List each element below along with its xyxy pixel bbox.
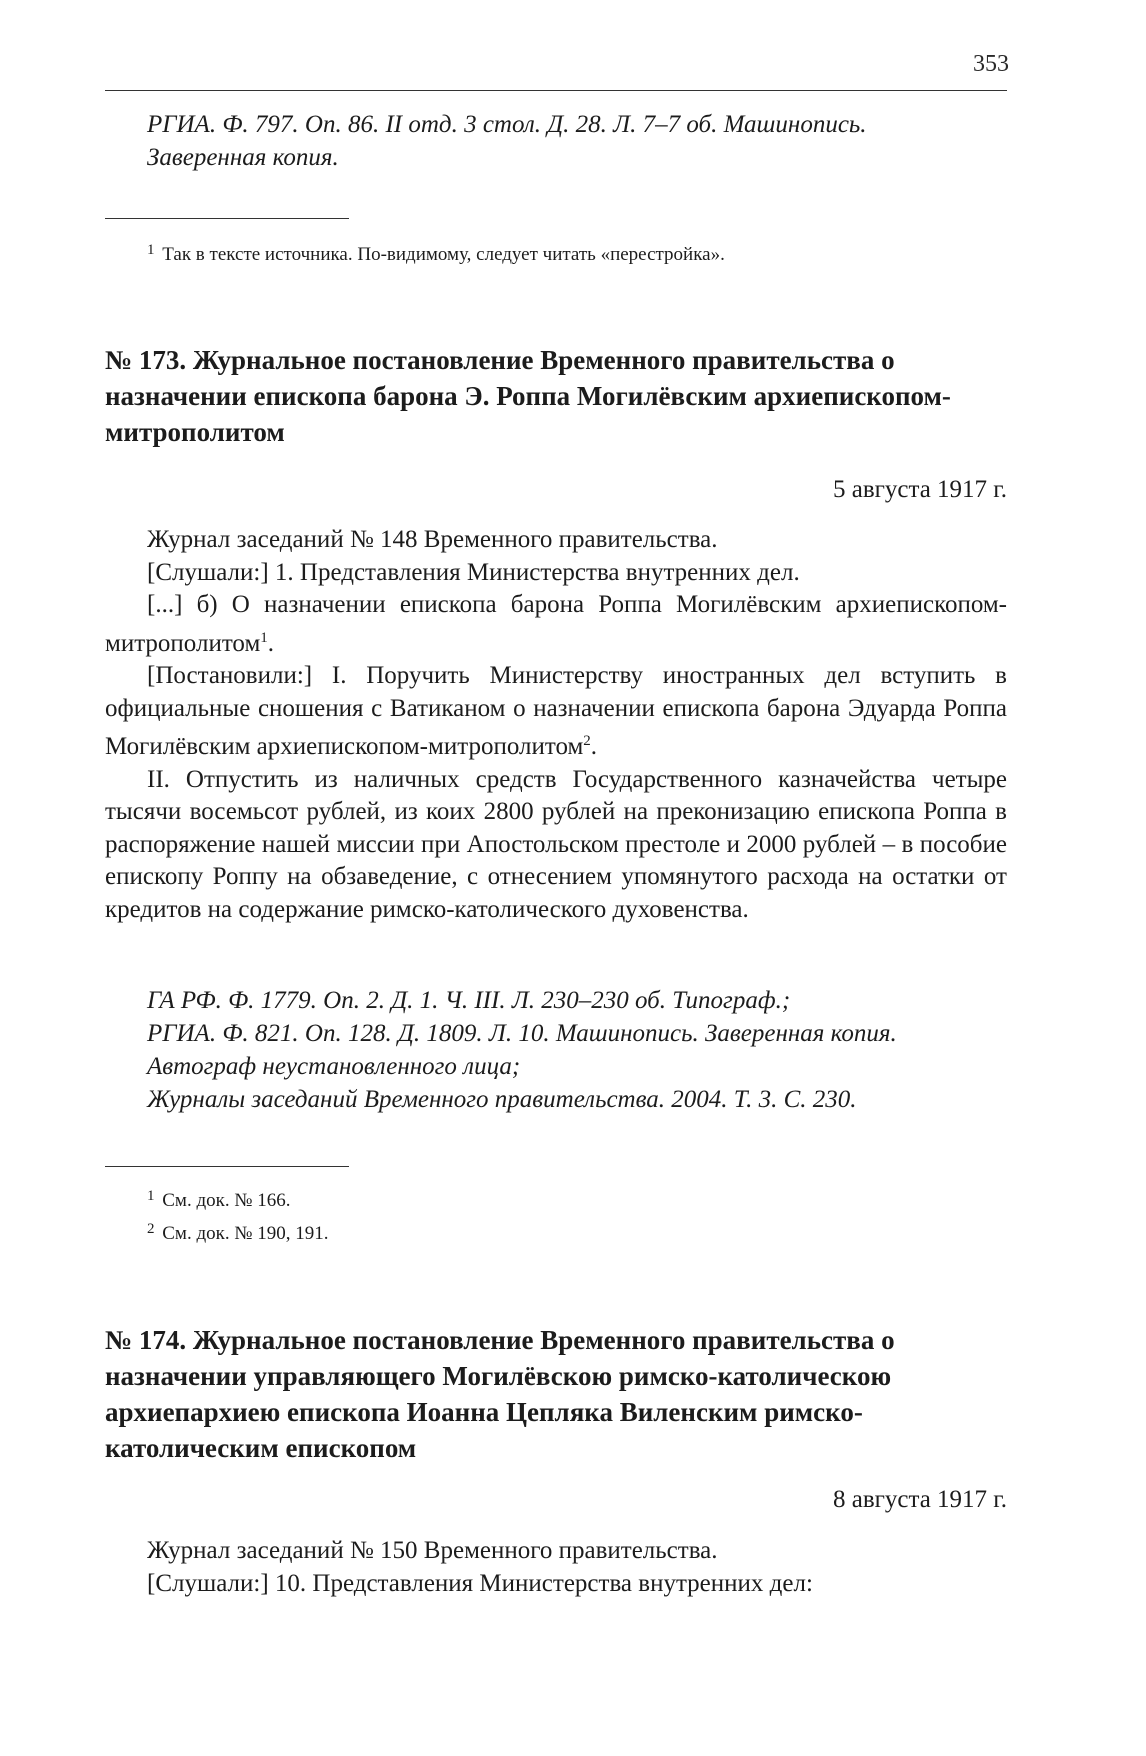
paragraph: Журнал заседаний № 150 Временного правительства. bbox=[147, 1537, 718, 1564]
paragraph-end: . bbox=[590, 733, 598, 760]
top-footnote bbox=[105, 236, 1007, 269]
paragraph: II. Отпустить из наличных средств Государственного казначейства четыре тысячи восемьсот рублей, из коих 2800 рублей на преконизацию епископа Роппа в распоряжение нашей миссии при Апостольском престоле и 2000 рублей – в пособие епископу Роппу на обзаведение, с отнесением упомянутого расхода на остатки от кредитов на содержание римско-католического духовенства. bbox=[105, 765, 1007, 923]
document-date: 5 августа 1917 г. bbox=[832, 476, 1007, 503]
footnote-text: См. док. № 190, 191. bbox=[162, 1223, 329, 1244]
document-footnotes bbox=[105, 1182, 1007, 1248]
footnote-ref: 1 bbox=[260, 629, 268, 646]
footnote-text: Так в тексте источника. По-видимому, следует читать «перестройка». bbox=[162, 244, 725, 265]
header-rule bbox=[105, 90, 1007, 91]
footnote-number: 1 bbox=[147, 1188, 155, 1204]
document-body bbox=[105, 1535, 1007, 1600]
footnote-text: См. док. № 166. bbox=[162, 1190, 291, 1211]
top-source-citation bbox=[105, 108, 1007, 174]
footnote-rule bbox=[105, 1166, 349, 1167]
document-title: № 174. Журнальное постановление Временного правительства о назначении управляющего Могилёвскою римско-католическою архиепархиею епископа Иоанна Цепляка Виленским римско-католическим епископом bbox=[105, 1325, 895, 1463]
paragraph-text: [Постановили:] I. Поручить Министерству иностранных дел вступить в официальные сношения с Ватиканом о назначении епископа барона Эдуарда Роппа Могилёвским архиепископом-митрополитом bbox=[105, 662, 1007, 760]
paragraph-end: . bbox=[267, 629, 275, 657]
paragraph: [Слушали:] 1. Представления Министерства внутренних дел. bbox=[147, 558, 800, 586]
paragraph bbox=[105, 660, 1007, 764]
paragraph-text: [...] б) О назначении епископа барона Роппа Могилёвским архиепископом-митрополитом bbox=[105, 591, 1007, 657]
footnote-item bbox=[105, 236, 1007, 269]
source-line: Заверенная копия. bbox=[147, 144, 339, 171]
page-number: 353 bbox=[973, 51, 1009, 77]
document-173 bbox=[105, 342, 1007, 450]
paragraph: Журнал заседаний № 148 Временного правительства. bbox=[147, 526, 718, 553]
source-line: РГИА. Ф. 797. Оп. 86. II отд. 3 стол. Д. 28. Л. 7–7 об. Машинопись. bbox=[147, 111, 867, 138]
paragraph bbox=[105, 589, 1007, 660]
document-174 bbox=[105, 1322, 1007, 1466]
footnote-rule bbox=[105, 218, 349, 219]
footnote-item bbox=[105, 1215, 1007, 1248]
source-line: Журналы заседаний Временного правительства. 2004. Т. 3. С. 230. bbox=[147, 1086, 857, 1113]
paragraph: [Слушали:] 10. Представления Министерства внутренних дел: bbox=[147, 1569, 813, 1597]
source-line: ГА РФ. Ф. 1779. Оп. 2. Д. 1. Ч. III. Л. 230–230 об. Типограф.; bbox=[147, 987, 791, 1014]
document-date: 8 августа 1917 г. bbox=[832, 1486, 1007, 1513]
source-line: РГИА. Ф. 821. Оп. 128. Д. 1809. Л. 10. Машинопись. Заверенная копия. bbox=[147, 1020, 897, 1047]
document-sources bbox=[105, 984, 1007, 1116]
footnote-ref: 2 bbox=[583, 733, 591, 749]
document-title: № 173. Журнальное постановление Временного правительства о назначении епископа барона Э. Роппа Могилёвским архиепископом-митрополитом bbox=[105, 345, 951, 447]
footnote-item bbox=[105, 1182, 1007, 1215]
footnote-number: 2 bbox=[147, 1221, 155, 1237]
source-line: Автограф неустановленного лица; bbox=[147, 1053, 521, 1080]
document-body bbox=[105, 524, 1007, 926]
footnote-number: 1 bbox=[147, 242, 155, 258]
